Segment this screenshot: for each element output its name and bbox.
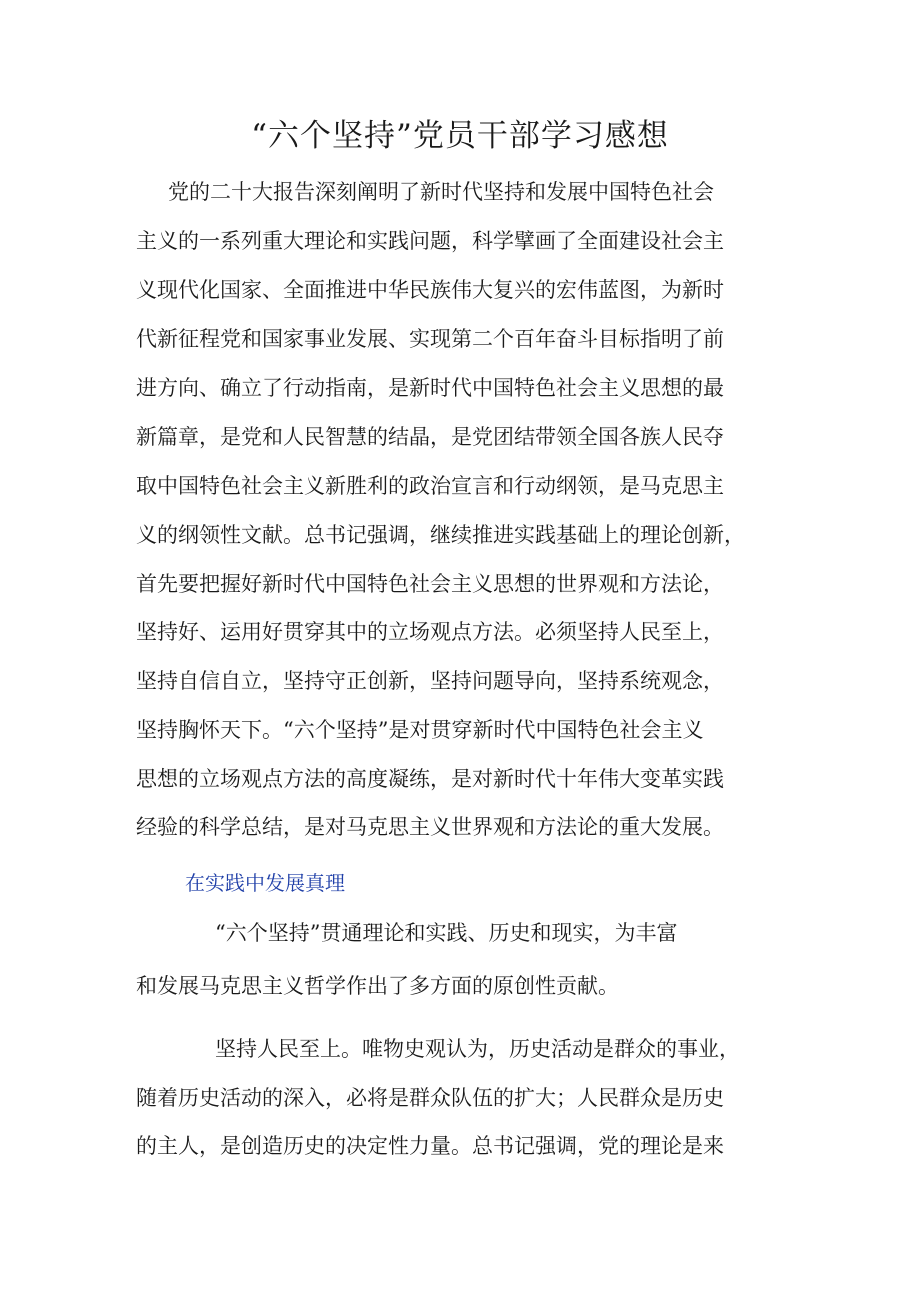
intro-line: 坚持好、运用好贯穿其中的立场观点方法。必须坚持人民至上， <box>136 620 724 644</box>
section-paragraph-line: 和发展马克思主义哲学作出了多方面的原创性贡献。 <box>136 974 619 998</box>
intro-line: 首先要把握好新时代中国特色社会主义思想的世界观和方法论， <box>136 572 724 596</box>
intro-line: 义现代化国家、全面推进中华民族伟大复兴的宏伟蓝图，为新时 <box>136 278 724 302</box>
intro-line: 代新征程党和国家事业发展、实现第二个百年奋斗目标指明了前 <box>136 327 724 351</box>
document-title: “六个坚持”党员干部学习感想 <box>251 118 669 154</box>
intro-line: 思想的立场观点方法的高度凝练，是对新时代十年伟大变革实践 <box>136 767 724 791</box>
intro-line: 坚持胸怀天下。“六个坚持”是对贯穿新时代中国特色社会主义 <box>136 718 704 742</box>
intro-line: 党的二十大报告深刻阐明了新时代坚持和发展中国特色社会 <box>168 180 714 204</box>
intro-line: 经验的科学总结，是对马克思主义世界观和方法论的重大发展。 <box>136 815 724 839</box>
intro-line: 取中国特色社会主义新胜利的政治宣言和行动纲领，是马克思主 <box>136 474 724 498</box>
intro-line: 主义的一系列重大理论和实践问题，科学擘画了全面建设社会主 <box>136 229 724 253</box>
point-line: 的主人，是创造历史的决定性力量。总书记强调，党的理论是来 <box>136 1134 724 1158</box>
point-line: 随着历史活动的深入，必将是群众队伍的扩大；人民群众是历史 <box>136 1086 724 1110</box>
section-paragraph-line: “六个坚持”贯通理论和实践、历史和现实，为丰富 <box>215 921 678 945</box>
intro-line: 坚持自信自立，坚持守正创新，坚持问题导向，坚持系统观念， <box>136 669 724 693</box>
point-line: 坚持人民至上。唯物史观认为，历史活动是群众的事业， <box>215 1037 740 1061</box>
section-heading: 在实践中发展真理 <box>185 871 345 895</box>
intro-line: 义的纲领性文献。总书记强调，继续推进实践基础上的理论创新， <box>136 523 745 547</box>
intro-line: 进方向、确立了行动指南，是新时代中国特色社会主义思想的最 <box>136 376 724 400</box>
intro-line: 新篇章，是党和人民智慧的结晶，是党团结带领全国各族人民夺 <box>136 425 724 449</box>
